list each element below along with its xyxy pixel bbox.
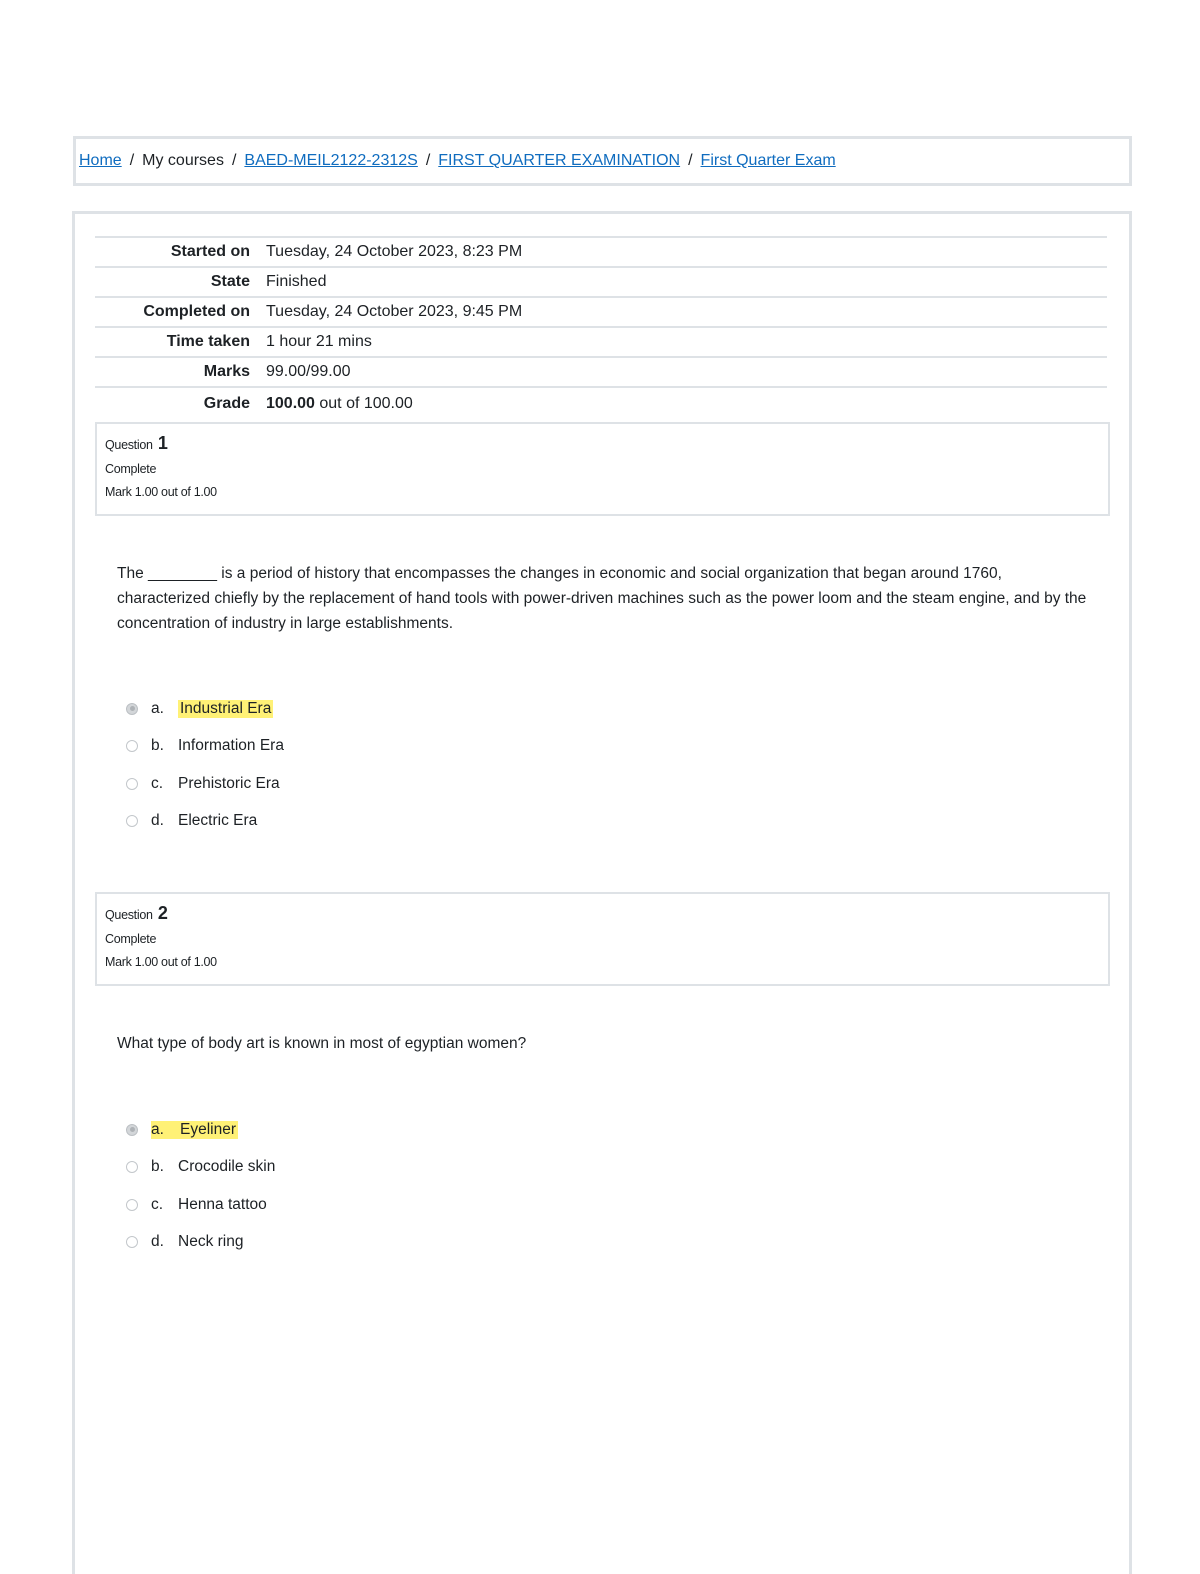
answer-text: Henna tattoo [178, 1195, 267, 1213]
answer-option-a[interactable] [126, 1111, 275, 1149]
summary-row-completed [95, 297, 1107, 327]
breadcrumb-separator: / [231, 152, 237, 169]
time-taken-value: 1 hour 21 mins [266, 333, 372, 350]
answer-letter: d. [151, 1233, 164, 1251]
radio-icon[interactable] [126, 815, 138, 827]
question-number: 2 [157, 903, 168, 923]
question-2-answers [126, 1111, 275, 1261]
completed-on-label: Completed on [143, 303, 250, 320]
question-1-number-line [105, 433, 1108, 454]
answer-text: Prehistoric Era [178, 774, 280, 792]
answer-letter: c. [151, 1195, 164, 1213]
radio-selected-icon[interactable] [126, 703, 138, 715]
answer-text: Information Era [178, 737, 284, 755]
breadcrumb-separator: / [129, 152, 135, 169]
radio-icon[interactable] [126, 1199, 138, 1211]
breadcrumb-separator: / [688, 152, 693, 169]
summary-row-grade [95, 387, 1107, 418]
marks-value: 99.00/99.00 [266, 363, 351, 380]
question-2-number-line [105, 903, 1108, 924]
breadcrumb-home-link[interactable]: Home [79, 152, 122, 169]
summary-row-marks [95, 357, 1107, 387]
time-taken-label: Time taken [166, 333, 250, 350]
started-on-label: Started on [170, 243, 250, 260]
answer-letter: c. [151, 774, 164, 792]
breadcrumb-separator: / [425, 152, 431, 169]
breadcrumb [73, 136, 1132, 186]
grade-label: Grade [203, 395, 250, 412]
breadcrumb-section-link[interactable]: FIRST QUARTER EXAMINATION [438, 152, 681, 169]
answer-letter: a. [151, 1121, 178, 1139]
radio-icon[interactable] [126, 740, 138, 752]
answer-option-b[interactable] [126, 1149, 275, 1187]
question-state: Complete [105, 932, 157, 946]
question-2-info [95, 892, 1110, 986]
answer-text: Neck ring [178, 1233, 244, 1251]
state-label: State [210, 273, 250, 290]
summary-row-time-taken [95, 327, 1107, 357]
question-1-info [95, 422, 1110, 516]
grade-value [266, 387, 1107, 418]
answer-text: Eyeliner [180, 1120, 236, 1138]
breadcrumb-quiz-link[interactable]: First Quarter Exam [700, 152, 836, 169]
question-mark: Mark 1.00 out of 1.00 [105, 485, 217, 499]
attempt-summary-table [95, 236, 1107, 418]
breadcrumb-my-courses: My courses [142, 152, 224, 169]
radio-selected-icon[interactable] [126, 1124, 138, 1136]
answer-text: Crocodile skin [178, 1158, 276, 1176]
summary-row-state [95, 267, 1107, 297]
answer-text: Electric Era [178, 812, 258, 830]
answer-option-d[interactable] [126, 1224, 275, 1262]
breadcrumb-course-link[interactable]: BAED-MEIL2122-2312S [244, 152, 418, 169]
summary-row-started [95, 237, 1107, 267]
answer-option-a[interactable] [126, 690, 284, 728]
state-value: Finished [266, 273, 327, 290]
answer-letter: b. [151, 1158, 164, 1176]
radio-icon[interactable] [126, 1236, 138, 1248]
answer-option-b[interactable] [126, 728, 284, 766]
answer-letter: a. [151, 699, 164, 717]
radio-icon[interactable] [126, 1161, 138, 1173]
marks-label: Marks [203, 363, 250, 380]
grade-score: 100.00 [266, 395, 315, 412]
question-mark: Mark 1.00 out of 1.00 [105, 955, 217, 969]
started-on-value: Tuesday, 24 October 2023, 8:23 PM [266, 243, 523, 260]
completed-on-value: Tuesday, 24 October 2023, 9:45 PM [266, 303, 523, 320]
answer-option-d[interactable] [126, 803, 284, 841]
question-number: 1 [157, 433, 168, 453]
question-label: Question [105, 908, 153, 922]
answer-letter: d. [151, 812, 164, 830]
grade-out-of: out of 100.00 [314, 395, 413, 412]
answer-option-c[interactable] [126, 765, 284, 803]
question-1-text: The ________ is a period of history that encompasses the changes in economic and social organization that began around 1760, characterized chiefly by the replacement of hand tools with power-driven machines such as the power loom and the steam engine, and by the concentration of industry in large establishments. [117, 565, 1087, 632]
radio-icon[interactable] [126, 778, 138, 790]
question-state: Complete [105, 462, 157, 476]
question-2-text: What type of body art is known in most of egyptian women? [117, 1035, 527, 1052]
answer-letter: b. [151, 737, 164, 755]
question-1-answers [126, 690, 284, 840]
answer-text: Industrial Era [180, 699, 272, 717]
question-label: Question [105, 438, 153, 452]
answer-option-c[interactable] [126, 1186, 275, 1224]
